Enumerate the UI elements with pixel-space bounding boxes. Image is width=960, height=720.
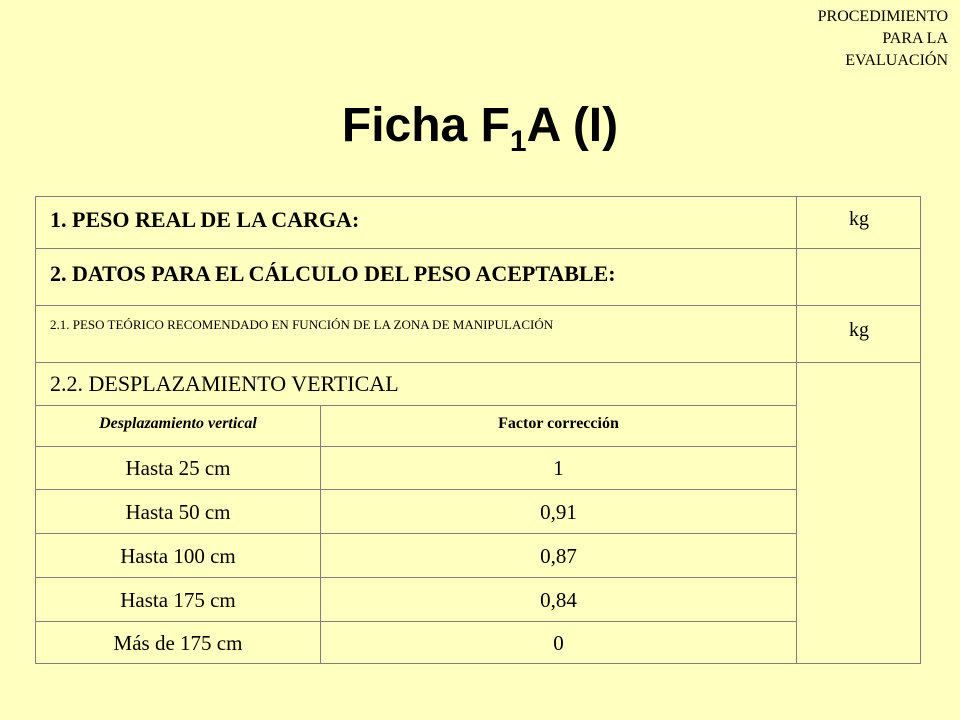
page-title (0, 96, 960, 156)
column-header-correction-factor: Factor corrección (498, 415, 619, 432)
procedure-note-line: PARA LA (882, 30, 948, 47)
row-divider (36, 621, 796, 622)
title-subscript: 1 (509, 125, 527, 158)
table-row-factor: 0,87 (540, 544, 577, 568)
section2-1-label: 2.1. PESO TEÓRICO RECOMENDADO EN FUNCIÓN DE LA ZONA DE MANIPULACIÓN (50, 317, 554, 332)
section1-label: 1. PESO REAL DE LA CARGA: (50, 207, 360, 232)
procedure-note (808, 6, 948, 72)
table-row-displacement: Hasta 175 cm (120, 588, 236, 612)
section2-2-label: 2.2. DESPLAZAMIENTO VERTICAL (50, 371, 399, 396)
row-divider (36, 362, 920, 363)
row-divider (36, 533, 796, 534)
table-row-displacement: Hasta 50 cm (125, 500, 231, 524)
table-row-factor: 1 (553, 456, 564, 480)
row-divider (36, 305, 920, 306)
title-main: Ficha F (341, 99, 510, 152)
evaluation-form-table (35, 196, 921, 664)
procedure-note-line: EVALUACIÓN (845, 52, 948, 69)
table-row-displacement: Hasta 25 cm (125, 456, 231, 480)
section2-label: 2. DATOS PARA EL CÁLCULO DEL PESO ACEPTABLE: (50, 261, 616, 286)
title-rest: A (I) (526, 99, 619, 152)
table-row-factor: 0,84 (540, 588, 577, 612)
section1-unit: kg (849, 208, 869, 230)
column-divider (320, 405, 321, 663)
table-row-factor: 0,91 (540, 500, 577, 524)
table-row-displacement: Hasta 100 cm (120, 544, 236, 568)
row-divider (36, 577, 796, 578)
column-divider (796, 197, 797, 663)
row-divider (36, 446, 796, 447)
section2-1-unit: kg (849, 319, 869, 341)
table-row-displacement: Más de 175 cm (113, 631, 243, 655)
row-divider (36, 489, 796, 490)
table-row-factor: 0 (553, 631, 564, 655)
row-divider (36, 405, 796, 406)
column-header-vertical-displacement: Desplazamiento vertical (99, 415, 257, 432)
procedure-note-line: PROCEDIMIENTO (817, 8, 948, 25)
row-divider (36, 248, 920, 249)
